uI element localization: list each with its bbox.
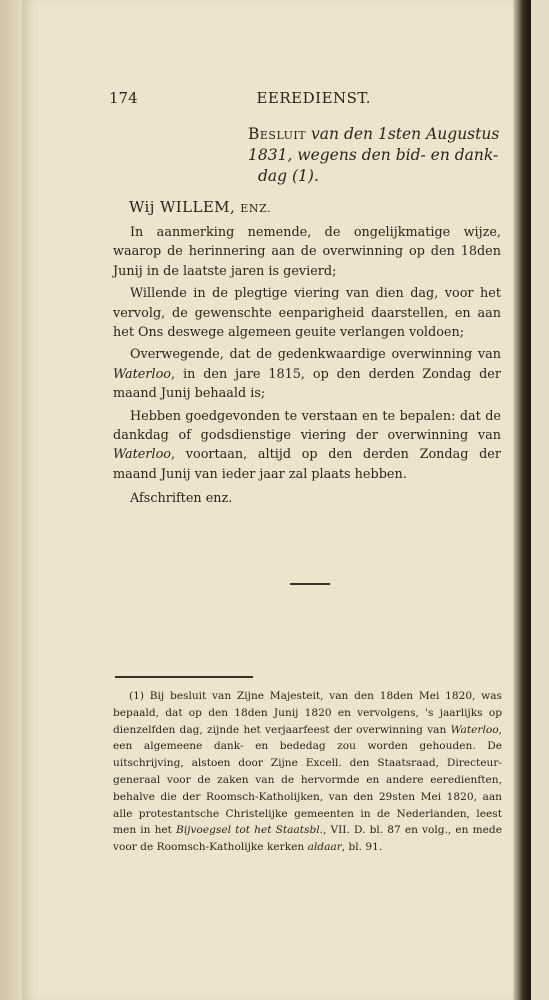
page-number: 174 [109,89,138,107]
paragraph-4-waterloo: Waterloo [113,447,172,463]
decree-line-2: 1831, wegens den bid- en dank- [248,146,499,164]
decree-line-1 [248,124,504,145]
paragraph-3-a: Overwegende, dat de gedenkwaardige overwinning van [130,347,501,363]
paragraph-3-b: , in den jare 1815, op den derden Zondag der maand Junij behaald is; [113,366,501,402]
section-divider [290,583,330,585]
paragraph-2: Willende in de plegtige viering van dien dag, voor het vervolg, de gewenschte eenparigheid daarstellen, en aan het Ons deswege algemeen geuite verlangen voldoen; [113,286,501,341]
paragraph-3 [113,345,501,403]
salutation-main: Wij WILLEM, [129,198,241,216]
footnote-t1: (1) Bij besluit van Zijne Majesteit, van den 18den Mei 1820, was bepaald, dat op den 18den Junij 1820 en vervolgens, 's jaarlijks op dienzelfden dag, zijnde het verjaarfeest der overwinning van [113,690,502,736]
paragraph-5: Afschriften enz. [130,491,233,507]
footnote-t3: , VII. D. bl. 87 en volg., en mede voor de Roomsch-Katholijke kerken [113,824,502,854]
paragraph-1: In aanmerking nemende, de ongelijkmatige wijze, waarop de herinnering aan de overwinning op den 18den Junij in de laatste jaren is gevierd; [113,225,501,279]
page-edge-shadow [513,0,531,1000]
running-title: EEREDIENST. [256,89,371,107]
footnote-i1: Waterloo [450,723,499,736]
footnote-i3: aldaar [307,841,342,854]
salutation [129,198,429,216]
book-gutter [0,0,22,1000]
decree-line-1-rest: van den 1sten Augustus [306,125,500,143]
paragraph-4-b: , voortaan, altijd op den derden Zondag der maand Junij van ieder jaar zal plaats hebben. [113,447,501,482]
footnote-rule [115,676,253,678]
paragraph-3-waterloo: Waterloo [113,366,172,382]
paragraph-4-a: Hebben goedgevonden te verstaan en te bepalen: dat de dankdag of godsdienstige viering der overwinning van [113,408,501,444]
salutation-sub: ENZ. [240,202,272,215]
footnote [113,688,502,856]
decree-line-3: dag (1). [258,167,319,185]
paragraph-4 [113,407,501,485]
decree-body [113,223,501,512]
decree-sc-word: Besluit [248,125,307,143]
footnote-t4: , bl. 91. [341,841,383,854]
decree-heading [248,124,504,187]
footnote-text [113,688,502,856]
footnote-i2: Bijvoegsel tot het Staatsbl. [176,824,323,837]
footnote-t2: , een algemeene dank- en bededag zou worden gehouden. De uitschrijving, alstoen door Zijne Excell. den Staatsraad, Directeur-generaal voor de zaken van de hervormde en andere eeredienften, behalve die der Roomsch-Katholijken, van den 29sten Mei 1820, aan alle protestantsche Christelijke gemeenten in de Nederlanden, leest men in het [113,723,502,837]
